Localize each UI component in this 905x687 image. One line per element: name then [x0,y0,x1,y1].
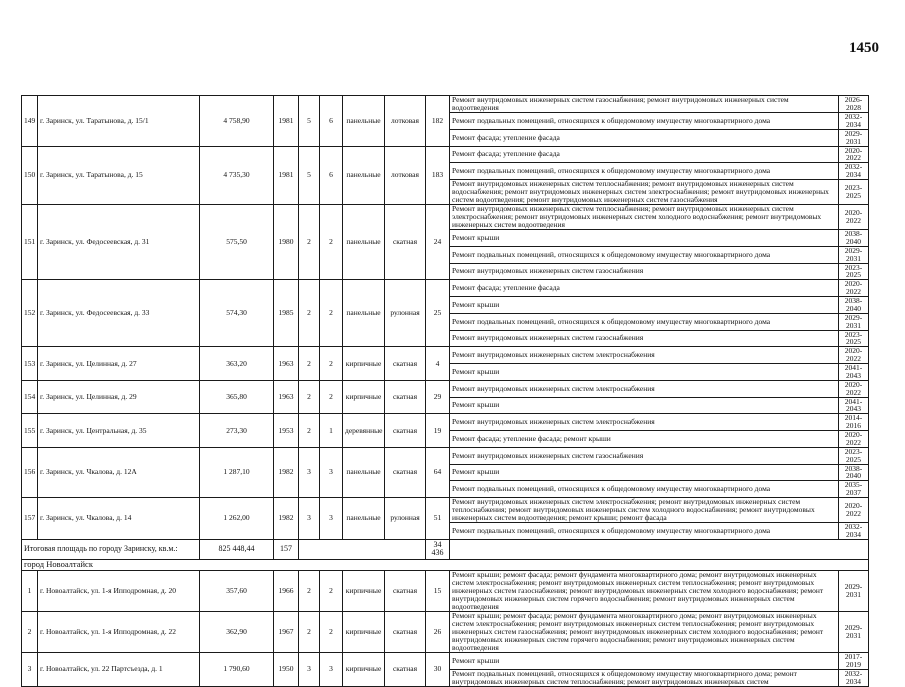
roof-type-cell: скатная [385,611,426,652]
summary-residents: 34 436 [426,539,450,559]
work-type-cell: Ремонт крыши [450,464,839,481]
area-cell: 1 287,10 [200,447,274,497]
year-cell: 1963 [274,347,299,381]
work-type-cell: Ремонт фасада; утепление фасада [450,280,839,297]
work-years-cell: 2023-2025 [839,330,869,347]
section-title: город Новоалтайск [22,559,869,570]
summary-empty [299,539,426,559]
wall-material-cell: кирпичные [343,611,385,652]
roof-type-cell: скатная [385,414,426,448]
work-type-cell: Ремонт крыши [450,230,839,247]
wall-material-cell: кирпичные [343,652,385,686]
row-number: 3 [22,652,38,686]
work-years-cell: 2038-2040 [839,230,869,247]
residents-cell: 25 [426,280,450,347]
entrances-cell: 2 [320,611,343,652]
row-number: 151 [22,205,38,280]
area-cell: 273,30 [200,414,274,448]
work-years-cell: 2014-2016 [839,414,869,431]
year-cell: 1982 [274,447,299,497]
page-number: 1450 [849,40,879,56]
work-type-cell: Ремонт крыши [450,297,839,314]
wall-material-cell: панельные [343,96,385,147]
entrances-cell: 1 [320,414,343,448]
address-cell: г. Заринск, ул. Чкалова, д. 14 [38,498,200,540]
roof-type-cell: рулонная [385,280,426,347]
summary-count: 157 [274,539,299,559]
work-type-cell: Ремонт внутридомовых инженерных систем электроснабжения [450,380,839,397]
work-years-cell: 2041-2043 [839,364,869,381]
wall-material-cell: деревянные [343,414,385,448]
year-cell: 1981 [274,146,299,205]
work-type-cell: Ремонт фасада; утепление фасада [450,146,839,163]
row-number: 156 [22,447,38,497]
entrances-cell: 3 [320,447,343,497]
work-years-cell: 2026-2028 [839,96,869,113]
floors-cell: 3 [299,498,320,540]
year-cell: 1953 [274,414,299,448]
floors-cell: 5 [299,96,320,147]
work-type-cell: Ремонт подвальных помещений, относящихся к общедомовому имуществу многоквартирного дома [450,246,839,263]
row-number: 152 [22,280,38,347]
roof-type-cell: лотковая [385,146,426,205]
row-number: 1 [22,570,38,611]
roof-type-cell: скатная [385,447,426,497]
work-type-cell: Ремонт внутридомовых инженерных систем газоснабжения [450,330,839,347]
residents-cell: 183 [426,146,450,205]
year-cell: 1981 [274,96,299,147]
work-years-cell: 2032-2034 [839,523,869,540]
floors-cell: 2 [299,611,320,652]
row-number: 149 [22,96,38,147]
floors-cell: 2 [299,414,320,448]
work-type-cell: Ремонт внутридомовых инженерных систем газоснабжения [450,447,839,464]
work-type-cell: Ремонт фасада; утепление фасада; ремонт крыши [450,431,839,448]
work-years-cell: 2023-2025 [839,447,869,464]
entrances-cell: 2 [320,280,343,347]
roof-type-cell: скатная [385,652,426,686]
area-cell: 365,80 [200,380,274,414]
work-type-cell: Ремонт подвальных помещений, относящихся к общедомовому имуществу многоквартирного дома [450,113,839,130]
year-cell: 1966 [274,570,299,611]
section-row [22,559,869,570]
entrances-cell: 3 [320,652,343,686]
area-cell: 4 735,30 [200,146,274,205]
work-years-cell: 2020-2022 [839,205,869,230]
table-row [22,347,869,364]
work-type-cell: Ремонт внутридомовых инженерных систем газоснабжения; ремонт внутридомовых инженерных систем водоотведения [450,96,839,113]
work-years-cell: 2035-2037 [839,481,869,498]
table-row [22,570,869,611]
address-cell: г. Заринск, ул. Целинная, д. 27 [38,347,200,381]
work-years-cell: 2029-2031 [839,246,869,263]
floors-cell: 2 [299,205,320,280]
area-cell: 575,50 [200,205,274,280]
entrances-cell: 6 [320,146,343,205]
work-years-cell: 2032-2034 [839,113,869,130]
area-cell: 362,90 [200,611,274,652]
work-type-cell: Ремонт крыши; ремонт фасада; ремонт фундамента многоквартирного дома; ремонт внутридомовых инженерных систем электроснабжения; ремонт внутридомовых инженерных систем теплоснабжения; ремонт внутридомовых инженерных систем газоснабжения; ремонт внутридомовых инженерных систем холодного водоснабжения; ремонт внутридомовых инженерных систем горячего водоснабжения; ремонт внутридомовых инженерных систем водоотведения [450,570,839,611]
entrances-cell: 6 [320,96,343,147]
address-cell: г. Заринск, ул. Таратынова, д. 15/1 [38,96,200,147]
area-cell: 1 790,60 [200,652,274,686]
year-cell: 1963 [274,380,299,414]
roof-type-cell: рулонная [385,498,426,540]
floors-cell: 3 [299,652,320,686]
housing-repair-table [21,95,869,687]
table-row [22,96,869,113]
address-cell: г. Заринск, ул. Чкалова, д. 12А [38,447,200,497]
work-years-cell: 2020-2022 [839,431,869,448]
floors-cell: 3 [299,447,320,497]
address-cell: г. Заринск, ул. Федосеевская, д. 33 [38,280,200,347]
table-row [22,498,869,523]
table-row [22,611,869,652]
work-years-cell: 2029-2031 [839,313,869,330]
summary-row [22,539,869,559]
address-cell: г. Заринск, ул. Федосеевская, д. 31 [38,205,200,280]
work-type-cell: Ремонт крыши [450,652,839,669]
work-type-cell: Ремонт крыши [450,397,839,414]
roof-type-cell: скатная [385,380,426,414]
wall-material-cell: кирпичные [343,347,385,381]
work-type-cell: Ремонт подвальных помещений, относящихся к общедомовому имуществу многоквартирного дома [450,481,839,498]
work-years-cell: 2020-2022 [839,146,869,163]
work-years-cell: 2020-2022 [839,498,869,523]
work-type-cell: Ремонт внутридомовых инженерных систем электроснабжения [450,347,839,364]
year-cell: 1967 [274,611,299,652]
year-cell: 1980 [274,205,299,280]
address-cell: г. Новоалтайск, ул. 1-я Ипподромная, д. 22 [38,611,200,652]
work-years-cell: 2041-2043 [839,397,869,414]
work-years-cell: 2023-2025 [839,263,869,280]
work-type-cell: Ремонт крыши; ремонт фасада; ремонт фундамента многоквартирного дома; ремонт внутридомовых инженерных систем электроснабжения; ремонт внутридомовых инженерных систем теплоснабжения; ремонт внутридомовых инженерных систем газоснабжения; ремонт внутридомовых инженерных систем холодного водоснабжения; ремонт внутридомовых инженерных систем горячего водоснабжения; ремонт внутридомовых инженерных систем водоотведения [450,611,839,652]
floors-cell: 5 [299,146,320,205]
floors-cell: 2 [299,347,320,381]
work-type-cell: Ремонт подвальных помещений, относящихся к общедомовому имуществу многоквартирного дома; ремонт внутридомовых инженерных систем теплоснабжения; ремонт внутридомовых инженерных систем [450,669,839,686]
address-cell: г. Заринск, ул. Целинная, д. 29 [38,380,200,414]
residents-cell: 51 [426,498,450,540]
work-years-cell: 2038-2040 [839,464,869,481]
residents-cell: 182 [426,96,450,147]
table-row [22,652,869,669]
work-years-cell: 2038-2040 [839,297,869,314]
address-cell: г. Новоалтайск, ул. 22 Партсъезда, д. 1 [38,652,200,686]
work-years-cell: 2020-2022 [839,280,869,297]
area-cell: 363,20 [200,347,274,381]
work-years-cell: 2020-2022 [839,380,869,397]
residents-cell: 19 [426,414,450,448]
address-cell: г. Заринск, ул. Центральная, д. 35 [38,414,200,448]
entrances-cell: 3 [320,498,343,540]
work-years-cell: 2029-2031 [839,129,869,146]
year-cell: 1985 [274,280,299,347]
residents-cell: 30 [426,652,450,686]
wall-material-cell: панельные [343,447,385,497]
row-number: 153 [22,347,38,381]
work-type-cell: Ремонт фасада; утепление фасада [450,129,839,146]
entrances-cell: 2 [320,205,343,280]
work-years-cell: 2029-2031 [839,611,869,652]
wall-material-cell: панельные [343,280,385,347]
work-years-cell: 2032-2034 [839,163,869,180]
work-type-cell: Ремонт внутридомовых инженерных систем теплоснабжения; ремонт внутридомовых инженерных систем водоснабжения; ремонт внутридомовых инженерных систем электроснабжения; ремонт внутридомовых инженерных систем водоотведения; ремонт внутридомовых инженерных систем газоснабжения [450,180,839,205]
row-number: 155 [22,414,38,448]
wall-material-cell: панельные [343,205,385,280]
work-type-cell: Ремонт внутридомовых инженерных систем газоснабжения [450,263,839,280]
table-body [22,96,869,687]
area-cell: 357,60 [200,570,274,611]
residents-cell: 26 [426,611,450,652]
table-row [22,414,869,431]
residents-cell: 4 [426,347,450,381]
year-cell: 1982 [274,498,299,540]
table-row [22,205,869,230]
row-number: 150 [22,146,38,205]
roof-type-cell: скатная [385,205,426,280]
work-type-cell: Ремонт крыши [450,364,839,381]
residents-cell: 24 [426,205,450,280]
floors-cell: 2 [299,280,320,347]
work-type-cell: Ремонт подвальных помещений, относящихся к общедомовому имуществу многоквартирного дома [450,523,839,540]
table-row [22,380,869,397]
wall-material-cell: кирпичные [343,380,385,414]
table-row [22,447,869,464]
summary-area: 825 448,44 [200,539,274,559]
row-number: 154 [22,380,38,414]
row-number: 2 [22,611,38,652]
area-cell: 1 262,00 [200,498,274,540]
address-cell: г. Новоалтайск, ул. 1-я Ипподромная, д. 20 [38,570,200,611]
floors-cell: 2 [299,380,320,414]
work-years-cell: 2032-2034 [839,669,869,686]
year-cell: 1950 [274,652,299,686]
wall-material-cell: кирпичные [343,570,385,611]
entrances-cell: 2 [320,380,343,414]
work-years-cell: 2017-2019 [839,652,869,669]
entrances-cell: 2 [320,347,343,381]
area-cell: 574,30 [200,280,274,347]
residents-cell: 29 [426,380,450,414]
roof-type-cell: скатная [385,347,426,381]
work-years-cell: 2023-2025 [839,180,869,205]
area-cell: 4 758,90 [200,96,274,147]
address-cell: г. Заринск, ул. Таратынова, д. 15 [38,146,200,205]
residents-cell: 64 [426,447,450,497]
entrances-cell: 2 [320,570,343,611]
residents-cell: 15 [426,570,450,611]
wall-material-cell: панельные [343,146,385,205]
summary-label: Итоговая площадь по городу Заринску, кв.м.: [22,539,200,559]
work-type-cell: Ремонт внутридомовых инженерных систем электроснабжения [450,414,839,431]
summary-empty [450,539,869,559]
wall-material-cell: панельные [343,498,385,540]
roof-type-cell: лотковая [385,96,426,147]
work-years-cell: 2029-2031 [839,570,869,611]
work-type-cell: Ремонт подвальных помещений, относящихся к общедомовому имуществу многоквартирного дома [450,163,839,180]
table-row [22,280,869,297]
table-row [22,146,869,163]
row-number: 157 [22,498,38,540]
roof-type-cell: скатная [385,570,426,611]
work-years-cell: 2020-2022 [839,347,869,364]
work-type-cell: Ремонт внутридомовых инженерных систем теплоснабжения; ремонт внутридомовых инженерных систем электроснабжения; ремонт внутридомовых инженерных систем холодного водоснабжения; ремонт внутридомовых инженерных систем водоотведения [450,205,839,230]
floors-cell: 2 [299,570,320,611]
work-type-cell: Ремонт подвальных помещений, относящихся к общедомовому имуществу многоквартирного дома [450,313,839,330]
work-type-cell: Ремонт внутридомовых инженерных систем электроснабжения; ремонт внутридомовых инженерных систем теплоснабжения; ремонт внутридомовых инженерных систем холодного водоснабжения; ремонт внутридомовых инженерных систем водоотведения; ремонт крыши; ремонт фасада [450,498,839,523]
